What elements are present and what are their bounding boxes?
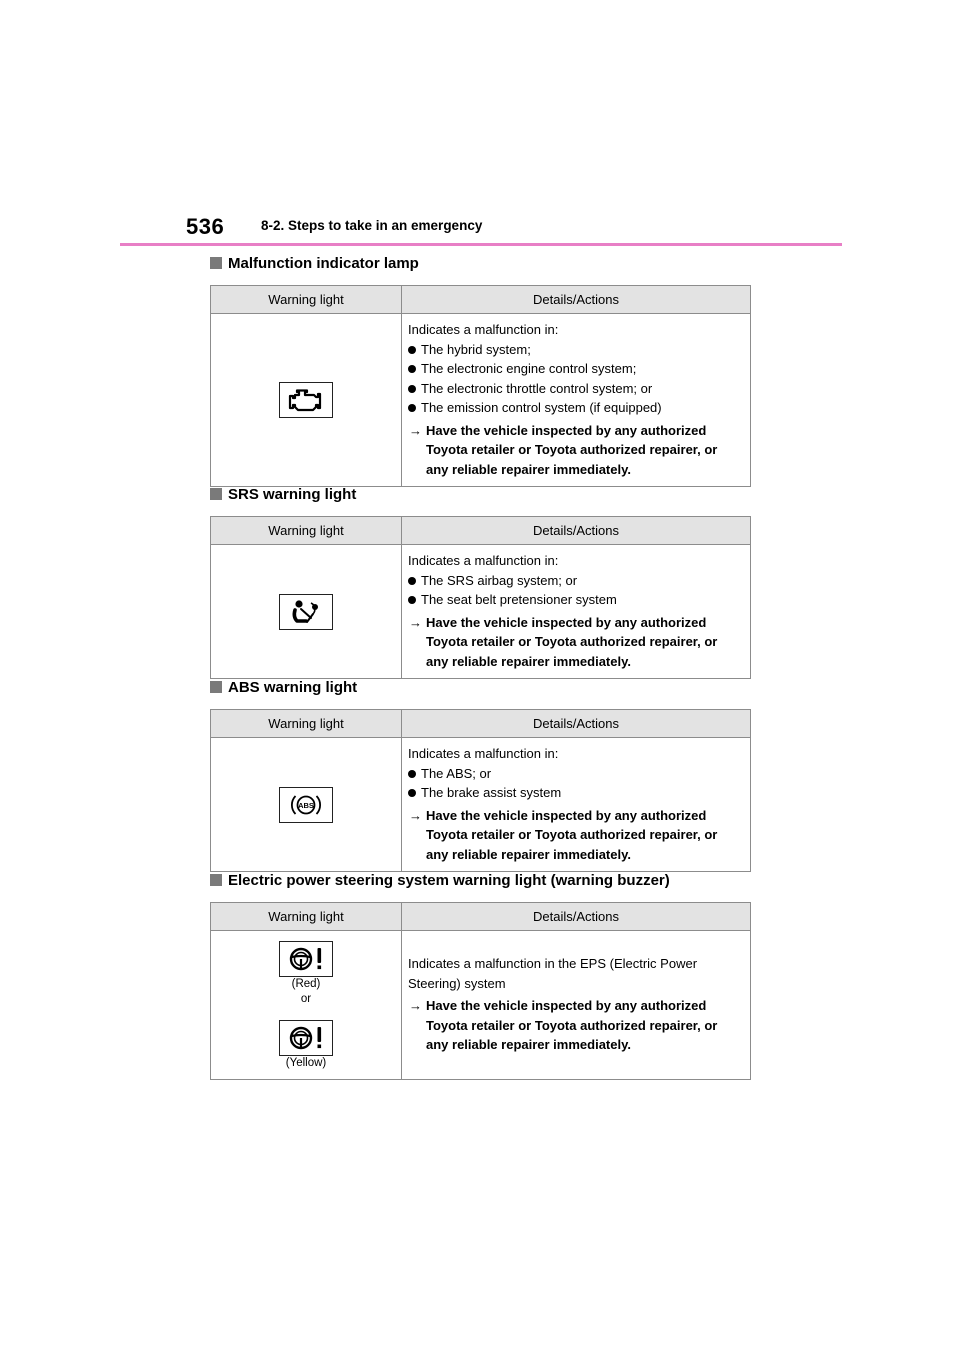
warning-table: [210, 285, 751, 487]
section-eps-warning: [210, 870, 750, 1080]
table-header-row: [211, 517, 751, 545]
arrow-icon: →: [409, 614, 422, 630]
section-heading: ABS warning light: [210, 677, 750, 699]
section-heading: Electric power steering system warning light (warning buzzer): [210, 870, 750, 892]
col-header-details: Details/Actions: [402, 903, 751, 931]
svg-text:ABS: ABS: [298, 800, 314, 810]
arrow-icon: →: [409, 807, 422, 823]
srs-airbag-icon: [279, 594, 333, 630]
table-header-row: [211, 710, 751, 738]
action-note: → Have the vehicle inspected by any authorized Toyota retailer or Toyota authorized repairer, or any reliable repairer immediately.: [409, 614, 718, 669]
table-row: [211, 314, 751, 487]
icon-color-label: (Yellow): [285, 1057, 327, 1069]
col-header-warning-light: Warning light: [211, 517, 402, 545]
arrow-icon: →: [409, 998, 422, 1014]
page-number: 536: [186, 214, 225, 239]
power-steering-warning-icon-yellow: [279, 1020, 333, 1056]
details-intro: Indicates a malfunction in the EPS (Electric Power Steering) system: [408, 956, 698, 991]
section-srs-warning: [210, 484, 750, 679]
list-item: The brake assist system: [408, 783, 742, 803]
icon-cell: [211, 738, 402, 872]
action-note: → Have the vehicle inspected by any authorized Toyota retailer or Toyota authorized repairer, or any reliable repairer immediately.: [409, 998, 718, 1053]
heading-square-icon: [210, 681, 222, 693]
details-intro: Indicates a malfunction in:: [408, 746, 559, 761]
icon-cell: [211, 314, 402, 487]
details-cell: [402, 931, 751, 1080]
action-note: → Have the vehicle inspected by any authorized Toyota retailer or Toyota authorized repairer, or any reliable repairer immediately.: [409, 422, 718, 477]
col-header-warning-light: Warning light: [211, 903, 402, 931]
details-cell: [402, 314, 751, 487]
details-intro: Indicates a malfunction in:: [408, 553, 559, 568]
warning-table: [210, 902, 751, 1080]
action-note: → Have the vehicle inspected by any authorized Toyota retailer or Toyota authorized repairer, or any reliable repairer immediately.: [409, 807, 718, 862]
warning-table: [210, 709, 751, 872]
chapter-title: 8-2. Steps to take in an emergency: [261, 218, 483, 233]
arrow-icon: →: [409, 422, 422, 438]
list-item: The electronic throttle control system; or: [408, 379, 742, 399]
col-header-details: Details/Actions: [402, 710, 751, 738]
table-row: [211, 738, 751, 872]
icon-cell: [211, 545, 402, 679]
icon-cell: [211, 931, 402, 1080]
check-engine-icon: [279, 382, 333, 418]
heading-square-icon: [210, 488, 222, 500]
warning-table: [210, 516, 751, 679]
col-header-warning-light: Warning light: [211, 710, 402, 738]
section-heading: Malfunction indicator lamp: [210, 253, 750, 275]
list-item: The hybrid system;: [408, 340, 742, 360]
table-row: [211, 545, 751, 679]
list-item: The SRS airbag system; or: [408, 571, 742, 591]
list-item: The ABS; or: [408, 764, 742, 784]
icon-or-label: or: [300, 993, 312, 1005]
power-steering-warning-icon-red: [279, 941, 333, 977]
col-header-details: Details/Actions: [402, 286, 751, 314]
section-malfunction-indicator: [210, 253, 750, 487]
list-item: The seat belt pretensioner system: [408, 590, 742, 610]
section-abs-warning: [210, 677, 750, 872]
section-heading: SRS warning light: [210, 484, 750, 506]
table-header-row: [211, 286, 751, 314]
icon-color-label: (Red): [291, 978, 321, 990]
details-cell: [402, 545, 751, 679]
list-item: The electronic engine control system;: [408, 359, 742, 379]
details-cell: [402, 738, 751, 872]
col-header-details: Details/Actions: [402, 517, 751, 545]
table-row: [211, 931, 751, 1080]
details-intro: Indicates a malfunction in:: [408, 322, 559, 337]
header-divider: [120, 243, 842, 246]
heading-square-icon: [210, 874, 222, 886]
heading-square-icon: [210, 257, 222, 269]
list-item: The emission control system (if equipped): [408, 398, 742, 418]
abs-icon: [279, 787, 333, 823]
eps-icon-group: [211, 933, 401, 1077]
table-header-row: [211, 903, 751, 931]
col-header-warning-light: Warning light: [211, 286, 402, 314]
